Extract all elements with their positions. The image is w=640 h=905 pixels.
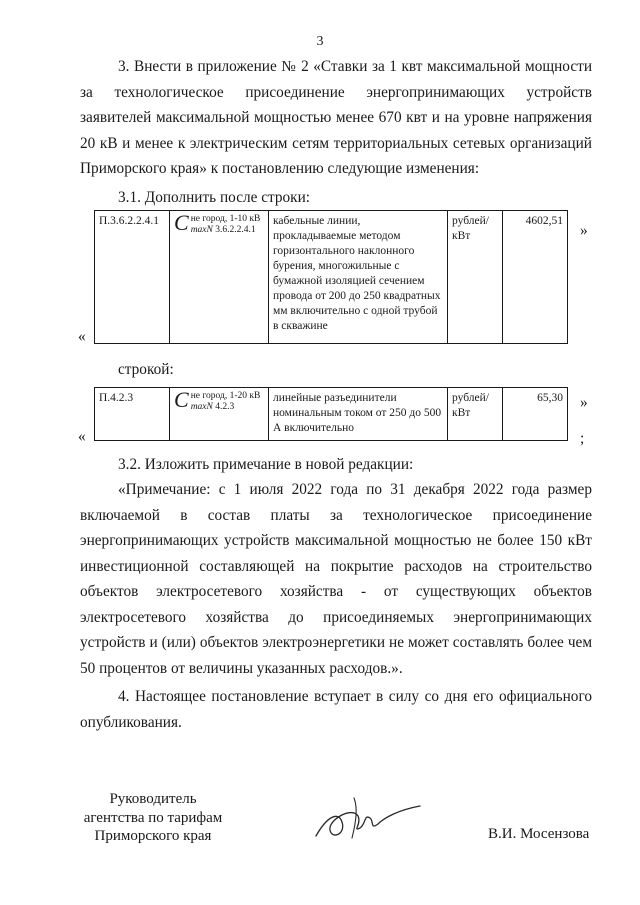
row-description: линейные разъединители номинальным током от 250 до 500 А включительно xyxy=(269,388,448,441)
formula-subscript-italic: maxN xyxy=(190,402,213,412)
paragraph-4: 4. Настоящее постановление вступает в силу со дня его официального опубликования. xyxy=(80,688,592,731)
formula-superscript: не город, 1-10 кВ xyxy=(190,214,261,224)
table-row-1 xyxy=(94,210,568,344)
row-formula xyxy=(170,211,269,344)
formula-superscript: не город, 1-20 кВ xyxy=(190,391,261,401)
paragraph-3: 3. Внести в приложение № 2 «Ставки за 1 квт максимальной мощности за технологическое присоединение энергопринимающих устройств заявителей максимальной мощностью менее 670 квт и на уровне напряжения 20 кВ и менее к электрическим сетям территориальных сетевых организаций Приморского края» к постановлению следующие изменения: xyxy=(80,58,592,177)
signatory-title-line: Приморского края xyxy=(94,828,212,844)
signatory-name: В.И. Мосензова xyxy=(488,826,590,842)
handwritten-signature xyxy=(308,788,428,848)
formula-symbol: C xyxy=(174,210,189,235)
paragraph-3-2: 3.2. Изложить примечание в новой редакции: xyxy=(118,456,414,473)
row-code: П.3.6.2.2.4.1 xyxy=(95,211,170,344)
formula-subscript-italic: maxN xyxy=(190,225,213,235)
formula-subscript-number: 4.2.3 xyxy=(215,402,235,412)
row-unit: рублей/ кВт xyxy=(448,388,503,441)
table-row-2 xyxy=(94,387,568,441)
row-description: кабельные линии, прокладываемые методом горизонтального наклонного бурения, многожильные с бумажной изоляцией сечением провода от 200 до 250 квадратных мм включительно с одной трубой в скважине xyxy=(269,211,448,344)
row-value: 4602,51 xyxy=(503,211,568,344)
row-code: П.4.2.3 xyxy=(95,388,170,441)
formula-subscript-number: 3.6.2.2.4.1 xyxy=(215,225,256,235)
signatory-title xyxy=(78,790,228,846)
table-row xyxy=(95,211,568,344)
quote-open-1: « xyxy=(78,328,86,345)
word-stroke: строкой: xyxy=(118,361,174,378)
row-value: 65,30 xyxy=(503,388,568,441)
page-number: 3 xyxy=(316,34,324,49)
quote-open-2: « xyxy=(78,428,86,445)
quote-close-2: » xyxy=(580,394,588,411)
note-paragraph: «Примечание: с 1 июля 2022 года по 31 декабря 2022 года размер включаемой в состав платы за технологическое присоединение энергопринимающих устройств максимальной мощностью не более 150 кВт инвестиционной составляющей на покрытие расходов на строительство объектов электросетевого хозяйства - от существующих объектов электросетевого хозяйства до присоединяемых энергопринимающих устройств и (или) объектов электроэнергетики не может составлять более чем 50 процентов от величины указанных расходов.». xyxy=(80,481,592,677)
paragraph-3-1: 3.1. Дополнить после строки: xyxy=(118,189,311,206)
semicolon: ; xyxy=(580,430,585,447)
formula-symbol: C xyxy=(174,387,189,412)
row-unit: рублей/ кВт xyxy=(448,211,503,344)
signatory-title-line: Руководитель xyxy=(109,791,197,807)
row-formula xyxy=(170,388,269,441)
quote-close-1: » xyxy=(580,222,588,239)
table-row xyxy=(95,388,568,441)
signatory-title-line: агентства по тарифам xyxy=(83,809,223,826)
